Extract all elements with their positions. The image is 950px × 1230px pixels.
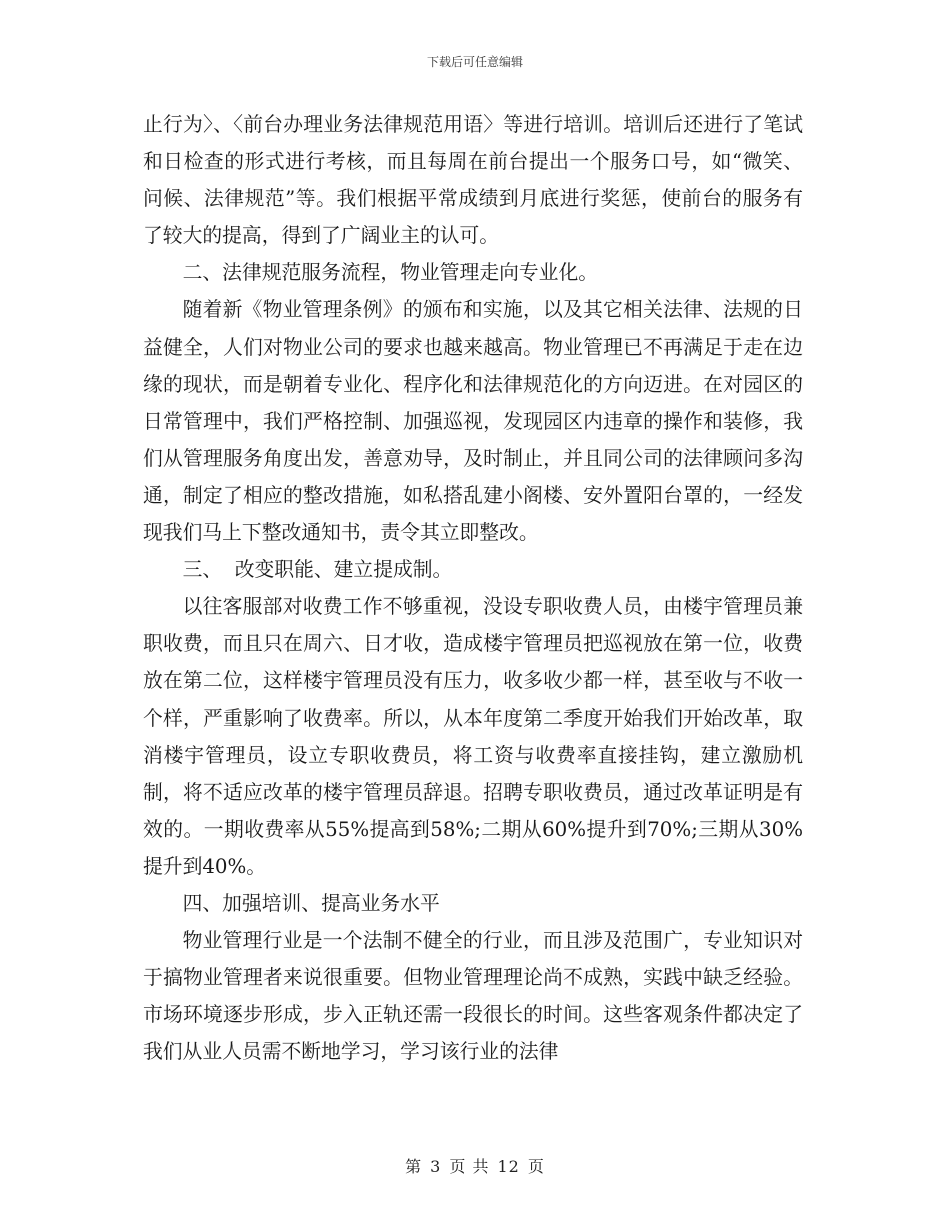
- footer-suffix: 页: [527, 1157, 545, 1176]
- section-heading: 三、 改变职能、建立提成制。: [182, 558, 453, 582]
- section-heading: 四、加强培训、提高业务水平: [182, 891, 440, 915]
- paragraph: 以往客服部对收费工作不够重视，没设专职收费人员，由楼宇管理员兼职收费，而且只在周六、日才收，造成楼宇管理员把巡视放在第一位，收费放在第二位，这样楼宇管理员没有压力，收多收少都一样，甚至收与不收一个样，严重影响了收费率。所以，从本年度第二季度开始我们开始改革，取消楼宇管理员，设立专职收费员，将工资与收费率直接挂钩，建立激励机制，将不适应改革的楼宇管理员辞退。招聘专职收费员，通过改革证明是有效的。一期收费率从55%提高到58%;二期从60%提升到70%;三期从30%提升到40%。: [143, 595, 803, 878]
- paragraph: 物业管理行业是一个法制不健全的行业，而且涉及范围广，专业知识对于搞物业管理者来说很重要。但物业管理理论尚不成熟，实践中缺乏经验。市场环境逐步形成，步入正轨还需一段很长的时间。这些客观条件都决定了我们从业人员需不断地学习，学习该行业的法律: [143, 929, 803, 1064]
- paragraph: 随着新《物业管理条例》的颁布和实施，以及其它相关法律、法规的日益健全，人们对物业公司的要求也越来越高。物业管理已不再满足于走在边缘的现状，而是朝着专业化、程序化和法律规范化的方向迈进。在对园区的日常管理中，我们严格控制、加强巡视，发现园区内违章的操作和装修，我们从管理服务角度出发，善意劝导，及时制止，并且同公司的法律顾问多沟通，制定了相应的整改措施，如私搭乱建小阁楼、安外置阳台罩的，一经发现我们马上下整改通知书，责令其立即整改。: [143, 298, 803, 545]
- footer-middle: 页 共: [449, 1157, 490, 1176]
- document-body: [143, 106, 803, 1070]
- footer-page-number: 3: [430, 1157, 442, 1176]
- section-heading: 二、法律规范服务流程，物业管理走向专业化。: [182, 261, 599, 285]
- footer-total-pages: 12: [497, 1157, 520, 1176]
- page-footer: [0, 1154, 950, 1177]
- footer-prefix: 第: [405, 1157, 423, 1176]
- page-header: 下载后可任意编辑: [426, 55, 523, 69]
- paragraph: 止行为〉、〈前台办理业务法律规范用语〉等进行培训。培训后还进行了笔试和日检查的形式进行考核，而且每周在前台提出一个服务口号，如“微笑、问候、法律规范”等。我们根据平常成绩到月底进行奖惩，使前台的服务有了较大的提高，得到了广阔业主的认可。: [143, 113, 803, 248]
